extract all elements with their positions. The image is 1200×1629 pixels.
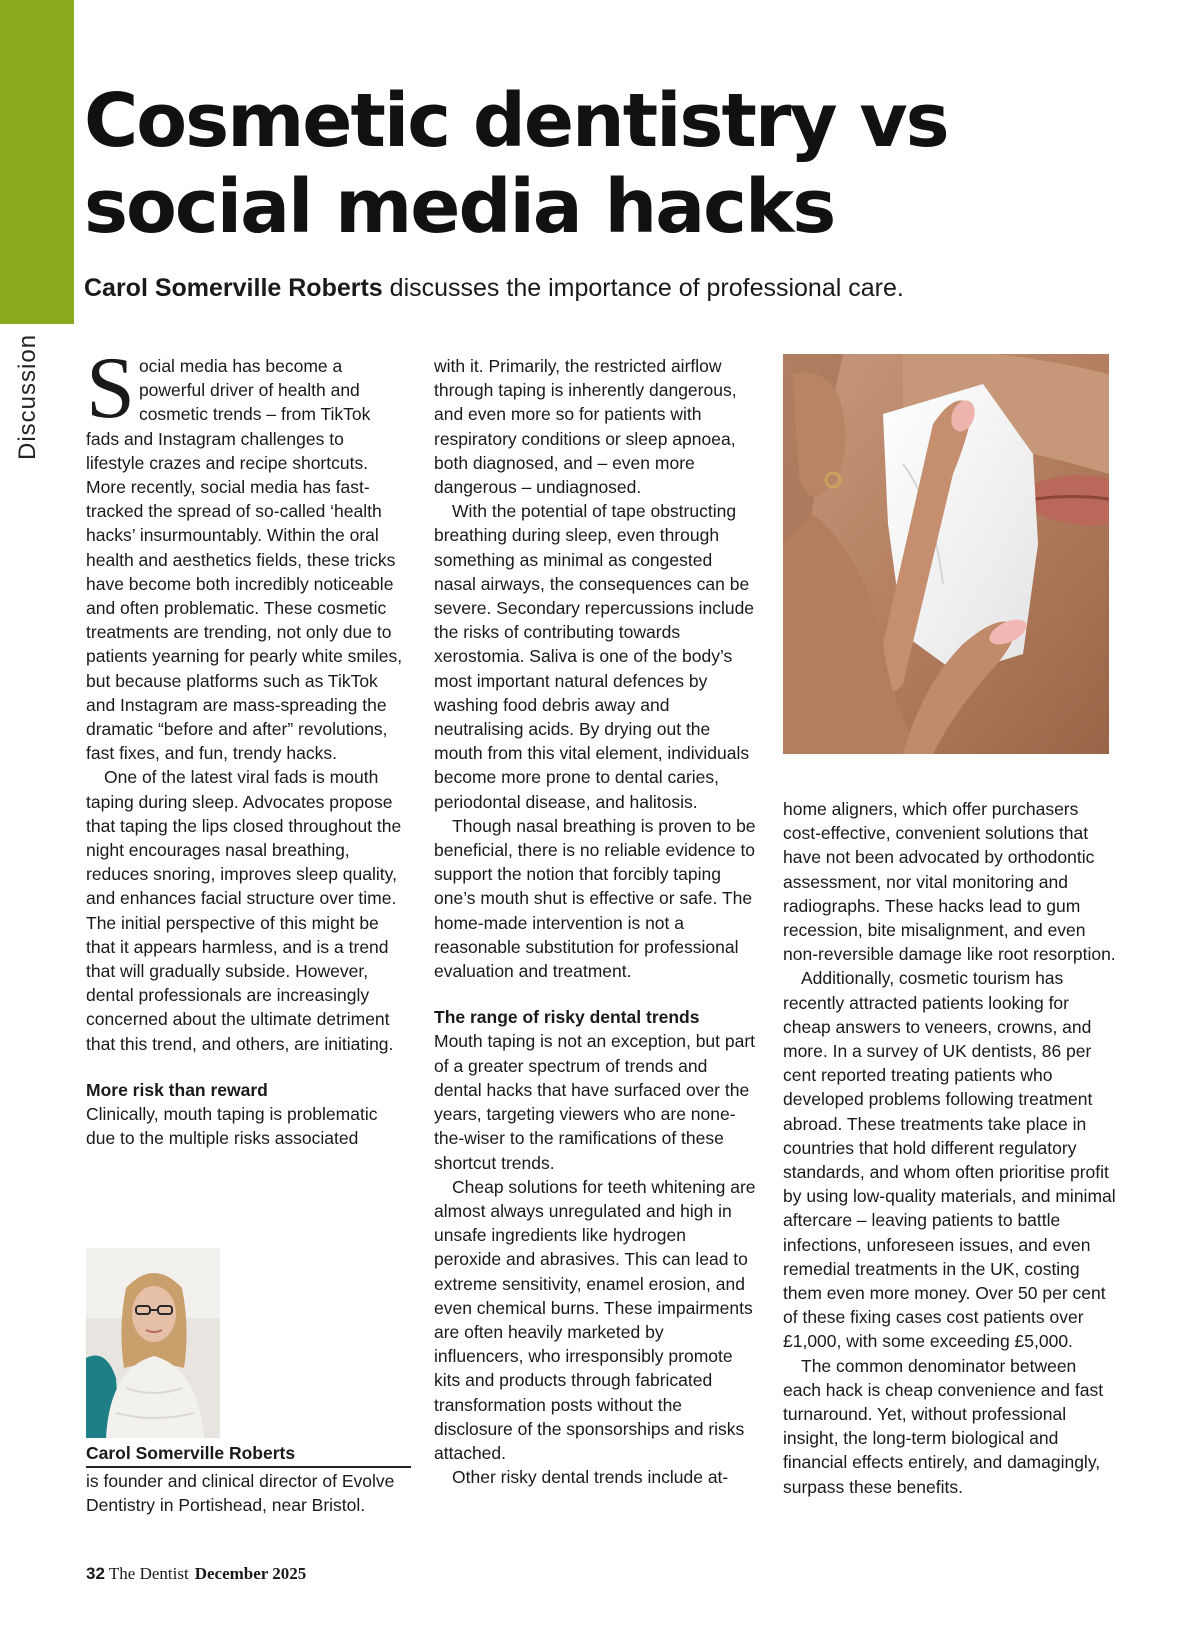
- mouth-taping-photo: [783, 354, 1109, 754]
- body-paragraph: Other risky dental trends include at-: [452, 1467, 729, 1488]
- standfirst: [84, 272, 1144, 304]
- bio-author-name: Carol Somerville Roberts: [86, 1441, 411, 1468]
- body-paragraph: Clinically, mouth taping is problematic due to the multiple risks associated: [86, 1104, 378, 1149]
- article-column-1: [86, 340, 404, 1151]
- author-bio: [86, 1441, 411, 1517]
- article-column-2: [434, 354, 756, 1489]
- page-footer: [86, 1564, 306, 1584]
- headline: Cosmetic dentistry vs social media hacks: [84, 78, 948, 250]
- author-portrait: [86, 1248, 220, 1438]
- body-paragraph: With the potential of tape obstructing breathing during sleep, even through something as minimal as congested nasal airways, the consequences can be severe. Secondary repercussions include the risks of contributing towards xerostomia. Saliva is one of the body’s most important natural defences by washing food debris away and neutralising acids. By drying out the mouth from this vital element, individuals become more prone to dental caries, periodontal disease, and halitosis.: [434, 501, 755, 812]
- body-paragraph: One of the latest viral fads is mouth taping during sleep. Advocates propose that taping the lips closed throughout the night encourages nasal breathing, reduces snoring, improves sleep quality, and enhances facial structure over time. The initial perspective of this might be that it appears harmless, and is a trend that will gradually subside. However, dental professionals are increasingly concerned about the ultimate detriment that this trend, and others, are initiating.: [86, 767, 402, 1054]
- standfirst-author: Carol Somerville Roberts: [84, 274, 383, 302]
- subheading-risk: More risk than reward: [86, 1079, 268, 1100]
- section-color-bar: [0, 0, 74, 324]
- body-paragraph: with it. Primarily, the restricted airflow through taping is inherently dangerous, and even more so for patients with respiratory conditions or sleep apnoea, both diagnosed, and – even more dangerous – undiagnosed.: [434, 356, 737, 498]
- issue-date: December 2025: [194, 1564, 307, 1583]
- standfirst-text: discusses the importance of professional care.: [382, 274, 904, 302]
- section-label: Discussion: [14, 333, 41, 460]
- body-paragraph: Cheap solutions for teeth whitening are almost always unregulated and high in unsafe ingredients like hydrogen peroxide and abrasives. This can lead to extreme sensitivity, enamel erosion, and even chemical burns. These impairments are often heavily marketed by influencers, who irresponsibly promote kits and products through fabricated transformation posts without the disclosure of the sponsorships and risks attached.: [434, 1176, 756, 1463]
- body-paragraph: Mouth taping is not an exception, but part of a greater spectrum of trends and dental hacks that have surfaced over the years, targeting viewers who are none-the-wiser to the ramifications of these shortcut trends.: [434, 1031, 756, 1173]
- page-number: 32: [86, 1564, 105, 1583]
- body-paragraph: Though nasal breathing is proven to be beneficial, there is no reliable evidence to support the notion that forcibly taping one’s mouth shut is effective or safe. The home-made intervention is not a reasonable substitution for professional evaluation and treatment.: [434, 815, 756, 982]
- body-paragraph: Additionally, cosmetic tourism has recently attracted patients looking for cheap answers to veneers, crowns, and more. In a survey of UK dentists, 86 per cent reported treating patients who developed problems following treatment abroad. These treatments take place in countries that hold different regulatory standards, and whom often prioritise profit by using low-quality materials, and minimal aftercare – leaving patients to battle infections, unforeseen issues, and even remedial treatments in the UK, costing them even more money. Over 50 per cent of these fixing cases cost patients over £1,000, with some exceeding £5,000.: [783, 968, 1116, 1352]
- subheading-trends: The range of risky dental trends: [434, 1007, 700, 1028]
- intro-paragraph: [86, 340, 404, 765]
- body-paragraph: home aligners, which offer purchasers cost-effective, convenient solutions that have not been advocated by orthodontic assessment, nor vital monitoring and radiographs. These hacks lead to gum recession, bite misalignment, and even non-reversible damage like root resorption.: [783, 799, 1116, 965]
- magazine-name: The Dentist: [108, 1564, 189, 1583]
- body-paragraph: The common denominator between each hack is cheap convenience and fast turnaround. Yet, without professional insight, the long-term biological and financial effects entirely, and damagingly, surpass these benefits.: [783, 1355, 1104, 1497]
- drop-cap: S: [86, 340, 135, 437]
- intro-text: ocial media has become a powerful driver of health and cosmetic trends – from TikTok fads and Instagram challenges to lifestyle crazes and recipe shortcuts. More recently, social media has fast-tracked the spread of so-called ‘health hacks’ insurmountably. Within the oral health and aesthetics fields, these tricks have become both incredibly noticeable and often problematic. These cosmetic treatments are trending, not only due to patients yearning for pearly white smiles, but because platforms such as TikTok and Instagram are mass-spreading the dramatic “before and after” revolutions, fast fixes, and fun, trendy hacks.: [86, 356, 403, 764]
- bio-text: is founder and clinical director of Evolve Dentistry in Portishead, near Bristol.: [86, 1471, 395, 1515]
- article-column-3: [783, 797, 1118, 1499]
